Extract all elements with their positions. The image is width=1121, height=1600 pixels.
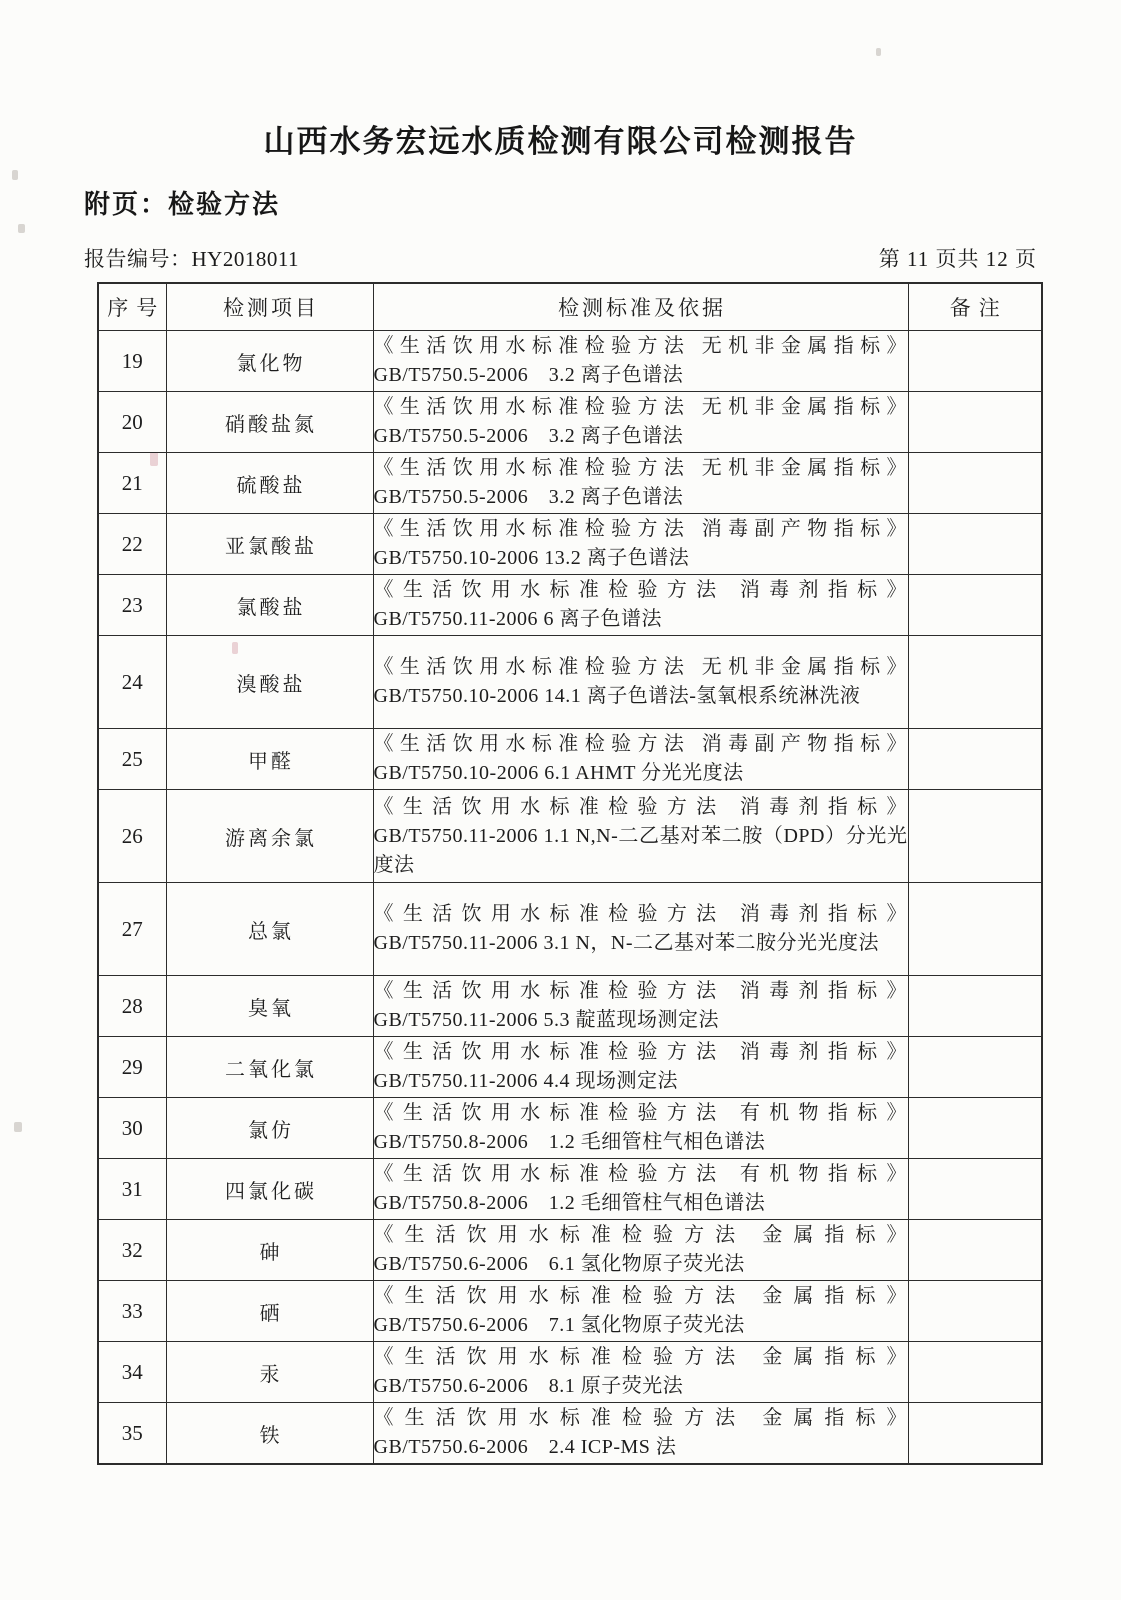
item-cell bbox=[166, 575, 373, 636]
row-number: 35 bbox=[121, 1420, 143, 1445]
row-number-cell bbox=[98, 1281, 166, 1342]
table-row bbox=[98, 636, 1042, 729]
remark-cell bbox=[908, 1220, 1042, 1281]
table-row bbox=[98, 514, 1042, 575]
row-standard-method: GB/T5750.10-2006 6.1 AHMT 分光光度法 bbox=[373, 762, 744, 784]
row-standard-title: 《生活饮用水标准检验方法 金属指标》 bbox=[373, 1346, 908, 1368]
row-number-cell bbox=[98, 790, 166, 883]
table-row bbox=[98, 1037, 1042, 1098]
row-number: 28 bbox=[121, 993, 143, 1018]
row-item: 亚氯酸盐 bbox=[225, 535, 317, 558]
row-number-cell bbox=[98, 1098, 166, 1159]
row-standard-title: 《生活饮用水标准检验方法 消毒剂指标》 bbox=[373, 579, 908, 601]
remark-cell bbox=[908, 1403, 1042, 1465]
row-standard-title: 《生活饮用水标准检验方法 金属指标》 bbox=[373, 1407, 908, 1429]
row-standard-method: GB/T5750.5-2006 3.2 离子色谱法 bbox=[373, 425, 684, 447]
scan-artifact bbox=[18, 224, 25, 233]
remark-cell bbox=[908, 790, 1042, 883]
row-number-cell bbox=[98, 1220, 166, 1281]
row-number-cell bbox=[98, 1403, 166, 1465]
row-standard-title: 《生活饮用水标准检验方法 消毒副产物指标》 bbox=[373, 518, 908, 540]
standard-cell bbox=[373, 1342, 908, 1403]
row-number-cell bbox=[98, 1159, 166, 1220]
row-standard-method: GB/T5750.11-2006 1.1 N,N-二乙基对苯二胺（DPD）分光光度法 bbox=[373, 824, 908, 876]
scan-artifact bbox=[14, 1122, 22, 1132]
remark-cell bbox=[908, 1159, 1042, 1220]
table-row bbox=[98, 729, 1042, 790]
row-number: 22 bbox=[121, 531, 143, 556]
row-number: 34 bbox=[121, 1359, 143, 1384]
header-row bbox=[98, 283, 1042, 331]
remark-cell bbox=[908, 1281, 1042, 1342]
scan-artifact bbox=[12, 170, 18, 180]
remark-cell bbox=[908, 1037, 1042, 1098]
table-row bbox=[98, 331, 1042, 392]
table-row bbox=[98, 976, 1042, 1037]
table-row bbox=[98, 1403, 1042, 1465]
item-cell bbox=[166, 976, 373, 1037]
row-standard-method: GB/T5750.5-2006 3.2 离子色谱法 bbox=[373, 486, 684, 508]
row-number-cell bbox=[98, 636, 166, 729]
item-cell bbox=[166, 514, 373, 575]
row-standard-method: GB/T5750.6-2006 7.1 氢化物原子荧光法 bbox=[373, 1314, 745, 1336]
header-remark: 备注 bbox=[908, 283, 1042, 331]
row-item: 游离余氯 bbox=[225, 827, 317, 850]
row-item: 二氧化氯 bbox=[225, 1058, 317, 1081]
remark-cell bbox=[908, 575, 1042, 636]
row-standard-method: GB/T5750.6-2006 6.1 氢化物原子荧光法 bbox=[373, 1253, 745, 1275]
row-number: 30 bbox=[121, 1115, 143, 1140]
standard-cell bbox=[373, 453, 908, 514]
standard-cell bbox=[373, 729, 908, 790]
remark-cell bbox=[908, 514, 1042, 575]
methods-table-body bbox=[98, 331, 1042, 1465]
standard-cell bbox=[373, 392, 908, 453]
scan-artifact bbox=[876, 48, 881, 56]
table-row bbox=[98, 1098, 1042, 1159]
row-number: 33 bbox=[121, 1298, 143, 1323]
standard-cell bbox=[373, 1037, 908, 1098]
row-number: 19 bbox=[121, 348, 143, 373]
methods-table-header bbox=[98, 283, 1042, 331]
row-standard-title: 《生活饮用水标准检验方法 有机物指标》 bbox=[373, 1102, 908, 1124]
row-item: 汞 bbox=[259, 1363, 283, 1386]
row-item: 氯化物 bbox=[236, 352, 306, 375]
item-cell bbox=[166, 331, 373, 392]
standard-cell bbox=[373, 790, 908, 883]
table-row bbox=[98, 1220, 1042, 1281]
row-number-cell bbox=[98, 453, 166, 514]
remark-cell bbox=[908, 883, 1042, 976]
standard-cell bbox=[373, 883, 908, 976]
row-standard-title: 《生活饮用水标准检验方法 消毒剂指标》 bbox=[373, 795, 908, 818]
row-item: 砷 bbox=[259, 1241, 283, 1264]
row-standard-title: 《生活饮用水标准检验方法 无机非金属指标》 bbox=[373, 335, 908, 357]
row-standard-title: 《生活饮用水标准检验方法 消毒剂指标》 bbox=[373, 1041, 908, 1063]
item-cell bbox=[166, 883, 373, 976]
table-row bbox=[98, 1281, 1042, 1342]
table-row bbox=[98, 1342, 1042, 1403]
header-no: 序号 bbox=[98, 283, 166, 331]
row-number-cell bbox=[98, 883, 166, 976]
row-standard-title: 《生活饮用水标准检验方法 金属指标》 bbox=[373, 1285, 908, 1307]
item-cell bbox=[166, 729, 373, 790]
row-number-cell bbox=[98, 729, 166, 790]
row-number: 32 bbox=[121, 1237, 143, 1262]
item-cell bbox=[166, 453, 373, 514]
row-standard-title: 《生活饮用水标准检验方法 有机物指标》 bbox=[373, 1163, 908, 1185]
row-item: 氯仿 bbox=[248, 1119, 294, 1142]
standard-cell bbox=[373, 1220, 908, 1281]
item-cell bbox=[166, 1037, 373, 1098]
remark-cell bbox=[908, 1098, 1042, 1159]
row-number: 27 bbox=[121, 916, 143, 941]
row-number: 26 bbox=[121, 823, 143, 848]
row-standard-title: 《生活饮用水标准检验方法 金属指标》 bbox=[373, 1224, 908, 1246]
standard-cell bbox=[373, 636, 908, 729]
row-item: 总氯 bbox=[248, 920, 294, 943]
row-item: 硫酸盐 bbox=[236, 474, 306, 497]
row-number-cell bbox=[98, 392, 166, 453]
item-cell bbox=[166, 1159, 373, 1220]
attachment-label: 附页：检验方法 bbox=[84, 189, 281, 219]
row-number-cell bbox=[98, 514, 166, 575]
table-row bbox=[98, 575, 1042, 636]
row-number: 31 bbox=[121, 1176, 143, 1201]
item-cell bbox=[166, 1098, 373, 1159]
remark-cell bbox=[908, 1342, 1042, 1403]
report-number: 报告编号：HY2018011 bbox=[84, 247, 300, 271]
item-cell bbox=[166, 790, 373, 883]
row-item: 溴酸盐 bbox=[236, 673, 306, 696]
row-standard-title: 《生活饮用水标准检验方法 无机非金属指标》 bbox=[373, 656, 908, 678]
row-number: 29 bbox=[121, 1054, 143, 1079]
row-standard-title: 《生活饮用水标准检验方法 消毒剂指标》 bbox=[373, 903, 908, 925]
row-standard-method: GB/T5750.10-2006 14.1 离子色谱法-氢氧根系统淋洗液 bbox=[373, 685, 861, 707]
standard-cell bbox=[373, 575, 908, 636]
item-cell bbox=[166, 636, 373, 729]
row-standard-method: GB/T5750.11-2006 4.4 现场测定法 bbox=[373, 1070, 678, 1092]
row-standard-method: GB/T5750.10-2006 13.2 离子色谱法 bbox=[373, 547, 690, 569]
row-standard-method: GB/T5750.6-2006 8.1 原子荧光法 bbox=[373, 1375, 684, 1397]
remark-cell bbox=[908, 636, 1042, 729]
row-item: 铁 bbox=[259, 1424, 283, 1447]
row-number-cell bbox=[98, 976, 166, 1037]
row-item: 氯酸盐 bbox=[236, 596, 306, 619]
row-standard-method: GB/T5750.11-2006 3.1 N，N-二乙基对苯二胺分光光度法 bbox=[373, 932, 880, 954]
remark-cell bbox=[908, 392, 1042, 453]
row-standard-title: 《生活饮用水标准检验方法 无机非金属指标》 bbox=[373, 457, 908, 479]
row-number: 25 bbox=[121, 746, 143, 771]
remark-cell bbox=[908, 729, 1042, 790]
row-number-cell bbox=[98, 1342, 166, 1403]
item-cell bbox=[166, 1220, 373, 1281]
standard-cell bbox=[373, 976, 908, 1037]
remark-cell bbox=[908, 976, 1042, 1037]
table-row bbox=[98, 453, 1042, 514]
standard-cell bbox=[373, 1281, 908, 1342]
item-cell bbox=[166, 1342, 373, 1403]
item-cell bbox=[166, 392, 373, 453]
row-standard-method: GB/T5750.11-2006 6 离子色谱法 bbox=[373, 608, 662, 630]
standard-cell bbox=[373, 1403, 908, 1465]
row-item: 臭氧 bbox=[248, 997, 294, 1020]
meta-row bbox=[84, 243, 1037, 273]
row-number: 24 bbox=[121, 669, 143, 694]
row-number-cell bbox=[98, 575, 166, 636]
row-standard-title: 《生活饮用水标准检验方法 无机非金属指标》 bbox=[373, 396, 908, 418]
remark-cell bbox=[908, 331, 1042, 392]
remark-cell bbox=[908, 453, 1042, 514]
row-standard-title: 《生活饮用水标准检验方法 消毒剂指标》 bbox=[373, 980, 908, 1002]
table-row bbox=[98, 883, 1042, 976]
row-item: 四氯化碳 bbox=[225, 1180, 317, 1203]
page-indicator: 第 11 页共 12 页 bbox=[878, 247, 1037, 271]
page-title: 山西水务宏远水质检测有限公司检测报告 bbox=[263, 124, 858, 159]
methods-table bbox=[97, 282, 1043, 1465]
table-row bbox=[98, 1159, 1042, 1220]
row-standard-method: GB/T5750.5-2006 3.2 离子色谱法 bbox=[373, 364, 684, 386]
standard-cell bbox=[373, 1159, 908, 1220]
row-standard-method: GB/T5750.11-2006 5.3 靛蓝现场测定法 bbox=[373, 1009, 719, 1031]
standard-cell bbox=[373, 514, 908, 575]
row-number: 23 bbox=[121, 592, 143, 617]
item-cell bbox=[166, 1281, 373, 1342]
row-item: 硝酸盐氮 bbox=[225, 413, 317, 436]
header-standard: 检测标准及依据 bbox=[373, 283, 908, 331]
row-standard-method: GB/T5750.6-2006 2.4 ICP-MS 法 bbox=[373, 1436, 677, 1458]
row-item: 硒 bbox=[259, 1302, 283, 1325]
row-standard-method: GB/T5750.8-2006 1.2 毛细管柱气相色谱法 bbox=[373, 1192, 766, 1214]
row-number-cell bbox=[98, 331, 166, 392]
table-row bbox=[98, 392, 1042, 453]
standard-cell bbox=[373, 1098, 908, 1159]
header-item: 检测项目 bbox=[166, 283, 373, 331]
standard-cell bbox=[373, 331, 908, 392]
row-number: 20 bbox=[121, 409, 143, 434]
row-number-cell bbox=[98, 1037, 166, 1098]
table-row bbox=[98, 790, 1042, 883]
row-number: 21 bbox=[121, 470, 143, 495]
item-cell bbox=[166, 1403, 373, 1465]
row-item: 甲醛 bbox=[248, 750, 294, 773]
row-standard-method: GB/T5750.8-2006 1.2 毛细管柱气相色谱法 bbox=[373, 1131, 766, 1153]
row-standard-title: 《生活饮用水标准检验方法 消毒副产物指标》 bbox=[373, 733, 908, 755]
